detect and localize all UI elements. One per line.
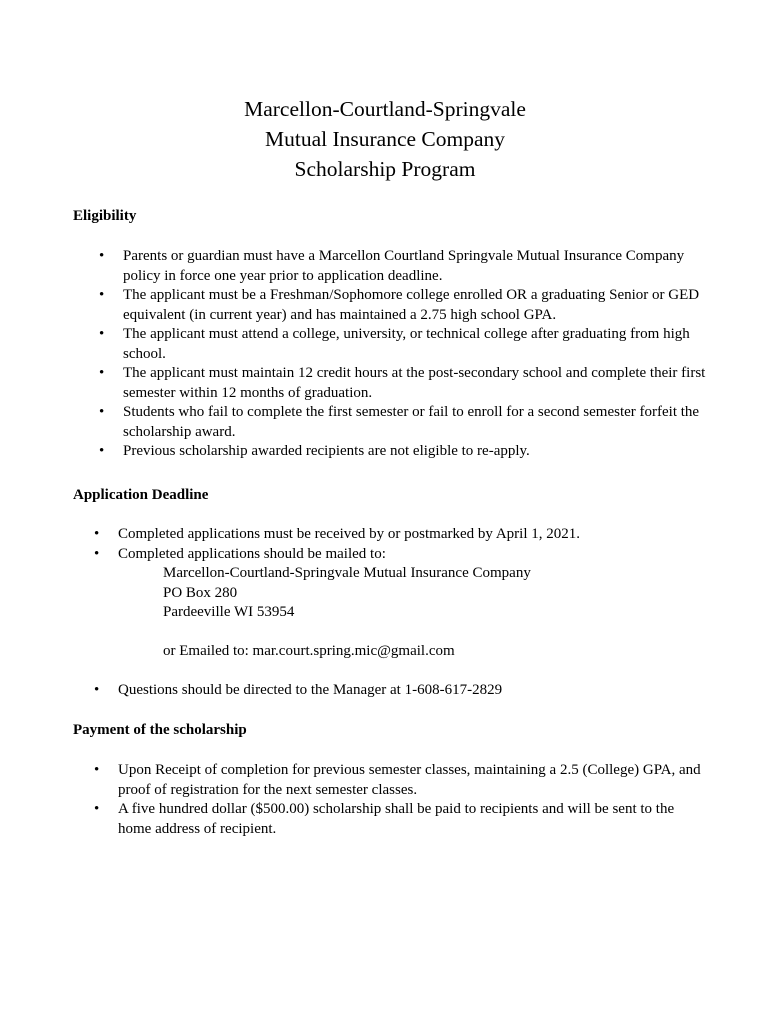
- bullet-icon: •: [99, 404, 105, 420]
- eligibility-heading: Eligibility: [73, 208, 137, 224]
- bullet-icon: •: [94, 762, 100, 778]
- bullet-icon: •: [94, 801, 100, 817]
- list-item: • The applicant must attend a college, university, or technical college after graduating from high school.: [99, 326, 690, 362]
- bullet-icon: •: [94, 682, 100, 698]
- deadline-heading: Application Deadline: [73, 487, 209, 503]
- address-line-3: Pardeeville WI 53954: [163, 604, 295, 620]
- title-line-3: Scholarship Program: [294, 157, 476, 181]
- eligibility-list: [99, 247, 713, 462]
- mailing-address: [118, 564, 708, 681]
- bullet-icon: •: [99, 287, 105, 303]
- spacer: [163, 662, 708, 682]
- deadline-list: [94, 525, 708, 701]
- list-item: • A five hundred dollar ($500.00) scholarship shall be paid to recipients and will be sent to the home address of recipient.: [94, 801, 675, 837]
- payment-heading: Payment of the scholarship: [73, 722, 247, 738]
- bullet-icon: •: [94, 526, 100, 542]
- list-item: • Previous scholarship awarded recipients are not eligible to re-apply.: [123, 442, 713, 462]
- list-item: • Questions should be directed to the Manager at 1-608-617-2829: [118, 681, 708, 701]
- list-item: • The applicant must be a Freshman/Sophomore college enrolled OR a graduating Senior or GED equivalent (in current year) and has maintained a 2.75 high school GPA.: [99, 287, 700, 323]
- title-line-1: Marcellon-Courtland-Springvale: [244, 97, 526, 121]
- document-title: [0, 94, 770, 184]
- title-line-2: Mutual Insurance Company: [264, 127, 506, 151]
- list-item: • The applicant must maintain 12 credit hours at the post-secondary school and complete their first semester within 12 months of graduation.: [99, 365, 706, 401]
- bullet-icon: •: [99, 365, 105, 381]
- bullet-icon: •: [99, 248, 105, 264]
- list-item: • Completed applications must be received by or postmarked by April 1, 2021.: [118, 525, 708, 545]
- bullet-icon: •: [99, 443, 105, 459]
- address-line-1: Marcellon-Courtland-Springvale Mutual Insurance Company: [163, 565, 531, 581]
- list-item: • Completed applications should be mailed to: Marcellon-Courtland-Springvale Mutual Insurance Company PO Box 280 Pardeeville WI 53954 or Emailed to: mar.court.spring.mic@gmail.com: [118, 545, 708, 682]
- bullet-icon: •: [99, 326, 105, 342]
- spacer: [163, 623, 708, 643]
- list-item: • Parents or guardian must have a Marcellon Courtland Springvale Mutual Insurance Company policy in force one year prior to application deadline.: [99, 248, 685, 284]
- address-line-2: PO Box 280: [163, 584, 238, 601]
- email-line: or Emailed to: mar.court.spring.mic@gmail.com: [163, 643, 455, 659]
- payment-list: [94, 761, 708, 839]
- bullet-icon: •: [94, 545, 100, 562]
- list-item: • Students who fail to complete the first semester or fail to enroll for a second semester forfeit the scholarship award.: [99, 404, 700, 440]
- list-item: • Upon Receipt of completion for previous semester classes, maintaining a 2.5 (College) GPA, and proof of registration for the next semester classes.: [94, 762, 701, 798]
